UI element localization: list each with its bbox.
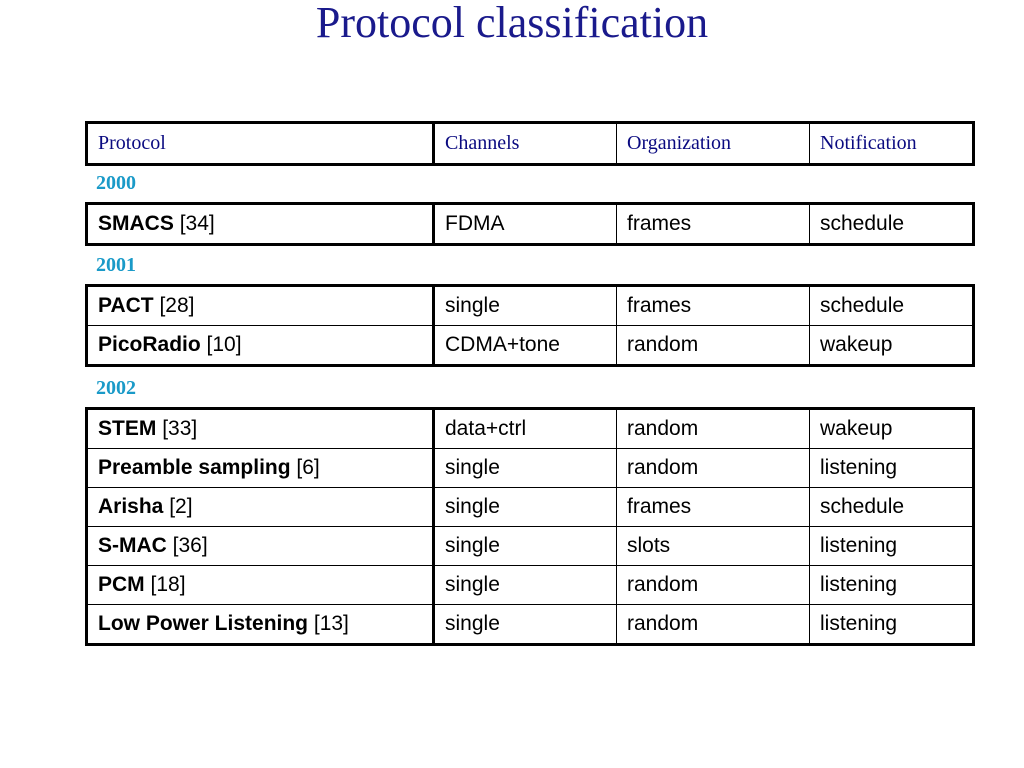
protocol-name: PACT (98, 294, 154, 317)
organization-cell: frames (617, 204, 810, 245)
table-row (87, 326, 974, 366)
protocol-cell (87, 204, 434, 245)
header-channels: Channels (434, 123, 617, 165)
channels-cell: single (434, 488, 617, 527)
protocol-cell (87, 449, 434, 488)
protocol-ref: [10] (206, 333, 242, 356)
channels-cell: FDMA (434, 204, 617, 245)
protocol-name: Preamble sampling (98, 456, 291, 479)
protocol-group-table (85, 202, 975, 246)
organization-cell: frames (617, 488, 810, 527)
table-row (87, 409, 974, 449)
protocol-cell (87, 326, 434, 366)
channels-cell: CDMA+tone (434, 326, 617, 366)
protocol-name: Low Power Listening (98, 612, 309, 635)
header-row (87, 123, 974, 165)
channels-cell: single (434, 449, 617, 488)
organization-cell: slots (617, 527, 810, 566)
year-label: 2000 (96, 172, 136, 194)
header-protocol: Protocol (87, 123, 434, 165)
notification-cell: schedule (810, 488, 974, 527)
table-row (87, 566, 974, 605)
channels-cell: single (434, 605, 617, 645)
protocol-ref: [36] (172, 534, 208, 557)
protocol-ref: [13] (313, 612, 349, 635)
table-row (87, 605, 974, 645)
protocol-ref: [28] (159, 294, 195, 317)
organization-cell: random (617, 326, 810, 366)
table-row (87, 286, 974, 326)
protocol-ref: [34] (179, 212, 215, 235)
protocol-name: SMACS (98, 212, 174, 235)
table-header (85, 121, 975, 166)
year-label: 2002 (96, 377, 136, 399)
protocol-cell (87, 409, 434, 449)
protocol-ref: [6] (296, 456, 320, 479)
notification-cell: schedule (810, 286, 974, 326)
organization-cell: random (617, 605, 810, 645)
table-row (87, 527, 974, 566)
protocol-group-table (85, 284, 975, 367)
protocol-cell (87, 488, 434, 527)
notification-cell: listening (810, 527, 974, 566)
header-notification: Notification (810, 123, 974, 165)
protocol-name: S-MAC (98, 534, 167, 557)
table-row (87, 488, 974, 527)
notification-cell: listening (810, 449, 974, 488)
protocol-name: PicoRadio (98, 333, 201, 356)
table-row (87, 204, 974, 245)
notification-cell: schedule (810, 204, 974, 245)
organization-cell: frames (617, 286, 810, 326)
channels-cell: single (434, 566, 617, 605)
channels-cell: single (434, 286, 617, 326)
protocol-ref: [33] (162, 417, 198, 440)
header-organization: Organization (617, 123, 810, 165)
protocol-name: PCM (98, 573, 145, 596)
notification-cell: wakeup (810, 409, 974, 449)
channels-cell: data+ctrl (434, 409, 617, 449)
protocol-name: STEM (98, 417, 157, 440)
organization-cell: random (617, 449, 810, 488)
protocol-ref: [2] (169, 495, 193, 518)
organization-cell: random (617, 409, 810, 449)
organization-cell: random (617, 566, 810, 605)
table-row (87, 449, 974, 488)
protocol-cell (87, 605, 434, 645)
notification-cell: listening (810, 566, 974, 605)
protocol-ref: [18] (150, 573, 186, 596)
protocol-group-table (85, 407, 975, 646)
notification-cell: listening (810, 605, 974, 645)
protocol-cell (87, 527, 434, 566)
protocol-cell (87, 286, 434, 326)
year-label: 2001 (96, 254, 136, 276)
notification-cell: wakeup (810, 326, 974, 366)
channels-cell: single (434, 527, 617, 566)
protocol-cell (87, 566, 434, 605)
page-title: Protocol classification (315, 0, 709, 47)
protocol-name: Arisha (98, 495, 164, 518)
